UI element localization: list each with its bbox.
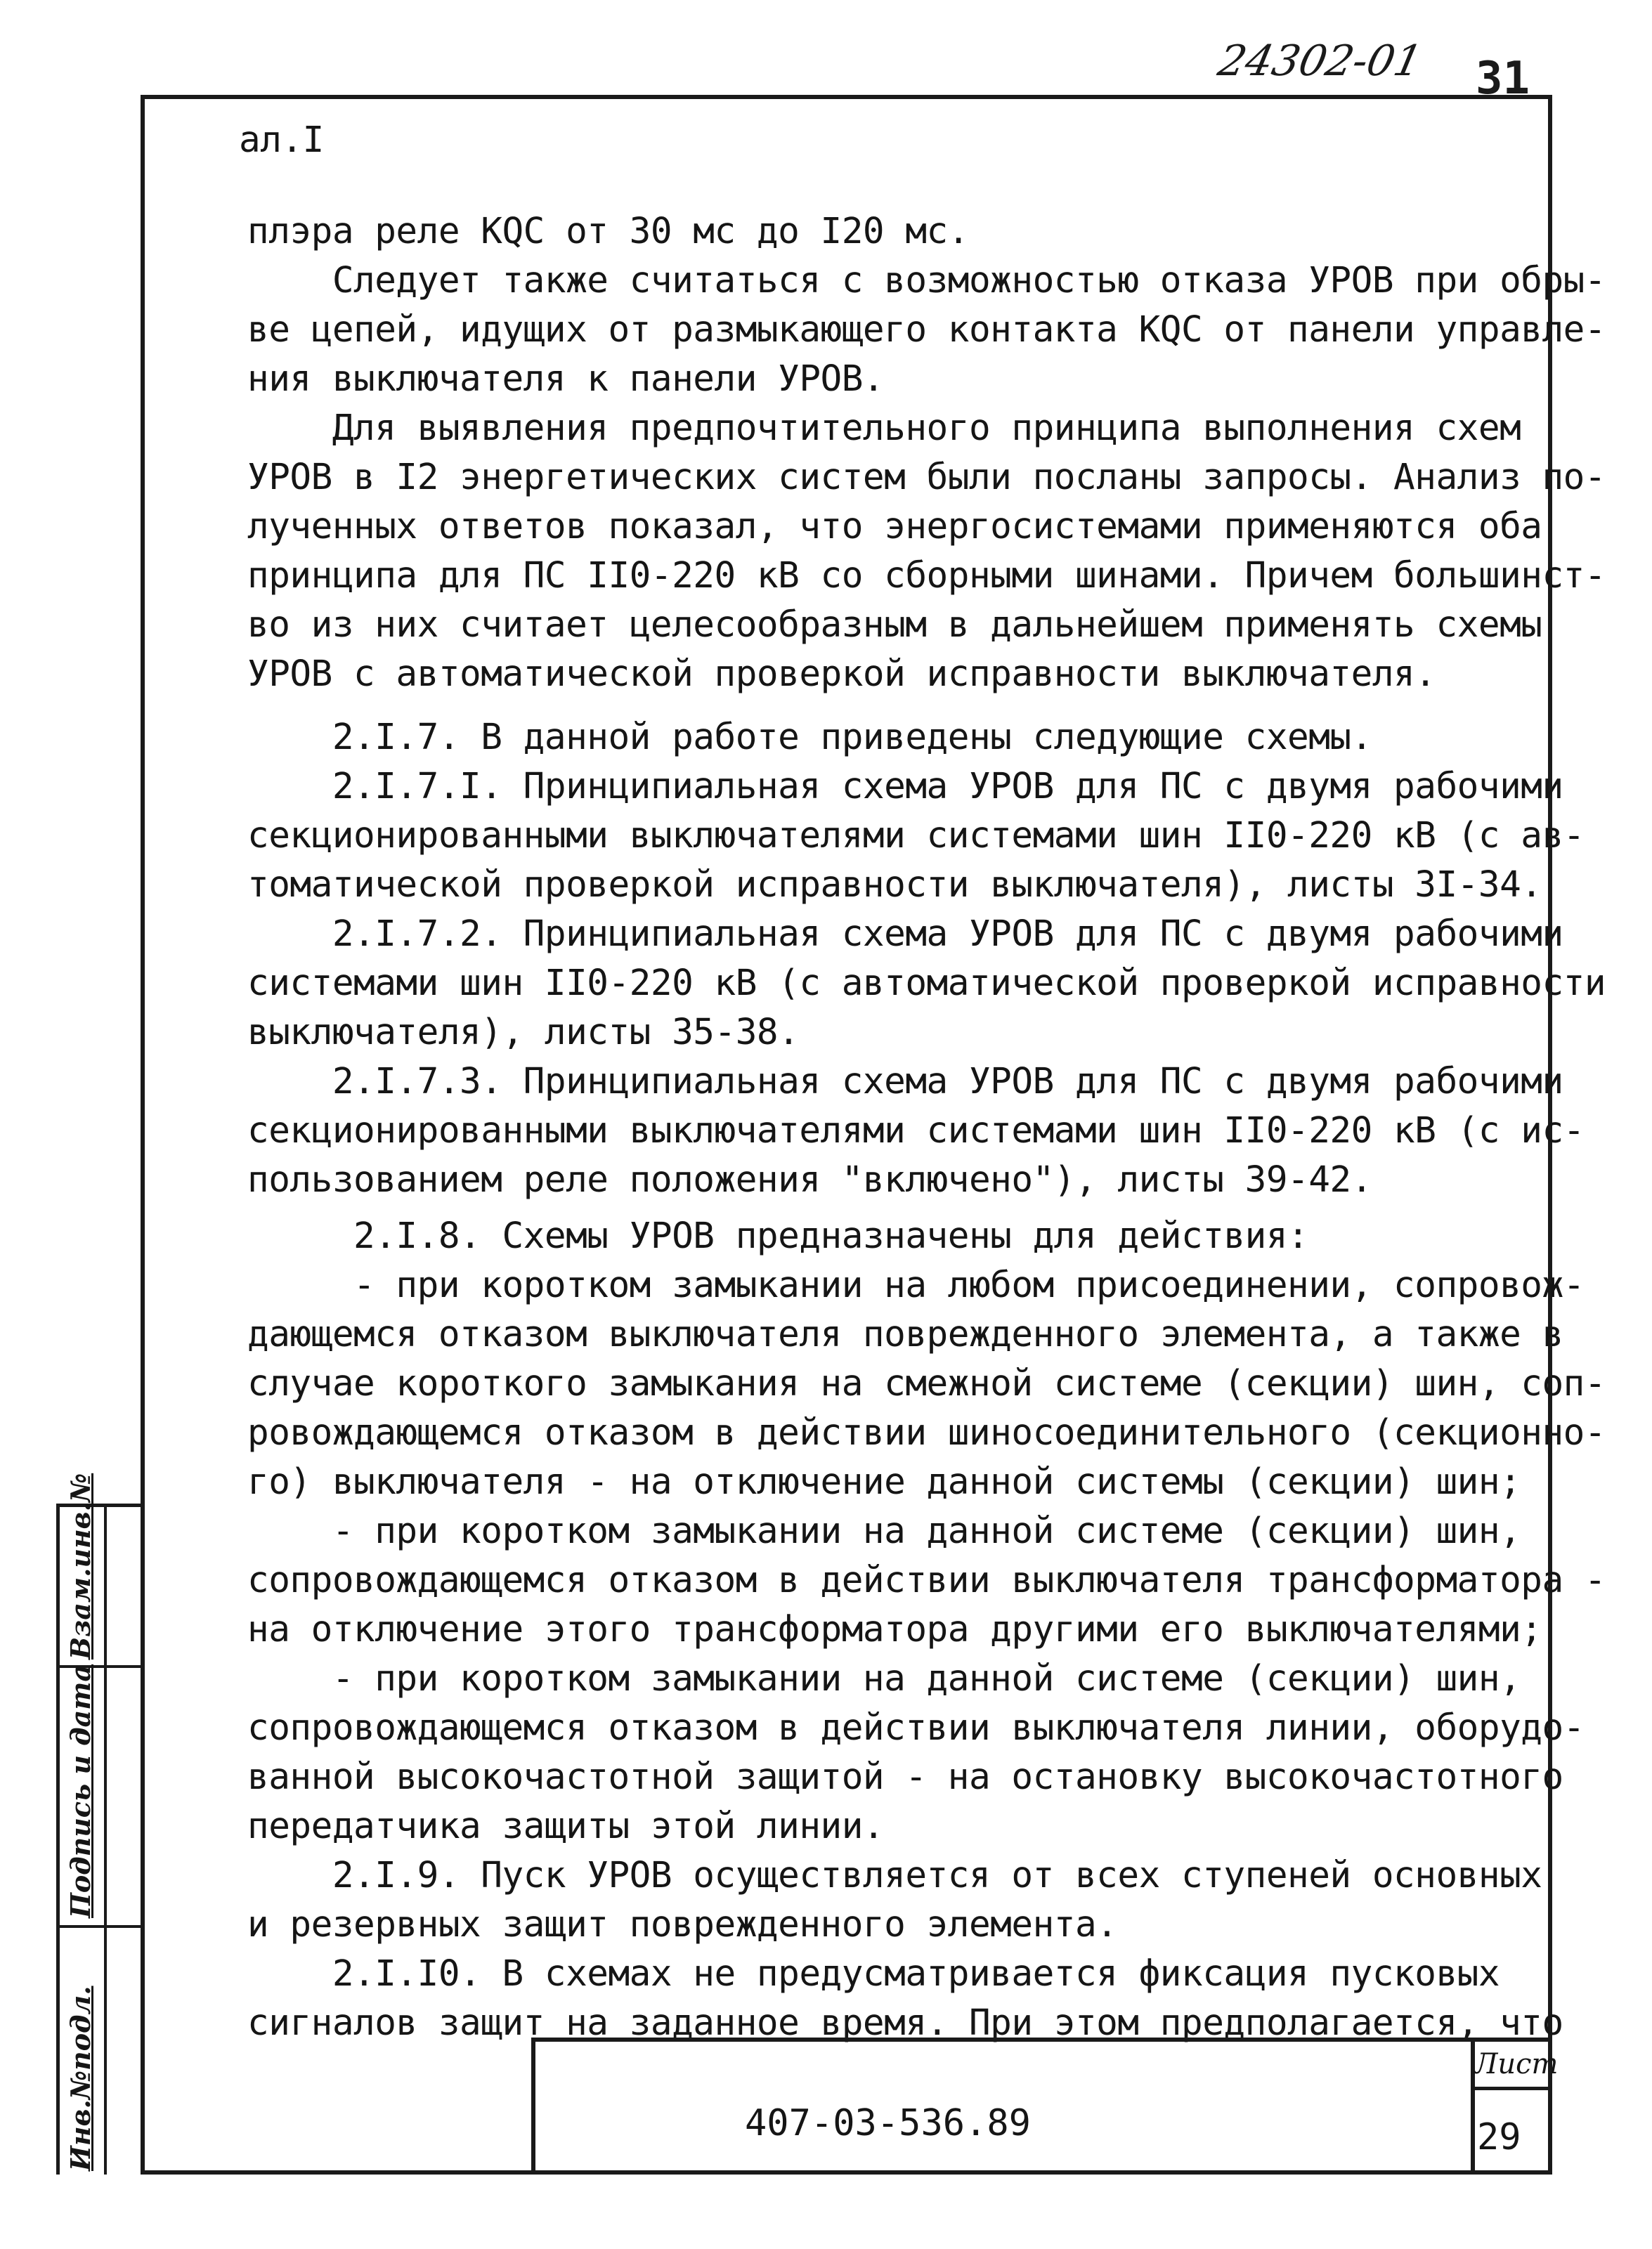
body-line: сопровождающемся отказом в действии выключателя линии, оборудо- <box>247 1707 1585 1749</box>
handwritten-document-code: 24302-01 <box>1214 37 1426 86</box>
body-line: ве цепей, идущих от размыкающего контакта KQC от панели управле- <box>247 309 1606 351</box>
body-line: лученных ответов показал, что энергосистемами применяются оба <box>247 506 1542 547</box>
body-line: во из них считает целесообразным в дальнейшем применять схемы <box>247 604 1542 646</box>
body-line: принципа для ПС II0-220 кВ со сборными шинами. Причем большинст- <box>247 555 1606 597</box>
body-line: 2.I.7.3. Принципиальная схема УРОВ для ПС с двумя рабочими <box>247 1061 1563 1102</box>
body-line: передатчика защиты этой линии. <box>247 1806 885 1847</box>
side-label-replacement-inventory: Взам.инв.№ <box>65 1473 96 1660</box>
body-line: секционированными выключателями системами шин II0-220 кВ (с ав- <box>247 815 1585 856</box>
body-line: - при коротком замыкании на любом присоединении, сопровож- <box>247 1265 1585 1306</box>
body-line: 2.I.7.I. Принципиальная схема УРОВ для ПС с двумя рабочими <box>247 766 1563 807</box>
side-label-inventory-original: Инв.№подл. <box>65 1986 96 2171</box>
body-line: пользованием реле положения "включено"), листы 39-42. <box>247 1159 1372 1201</box>
body-line: томатической проверкой исправности выключателя), листы 3I-34. <box>247 864 1542 906</box>
body-line: случае короткого замыкания на смежной системе (секции) шин, соп- <box>247 1363 1606 1404</box>
body-line: и резервных защит поврежденного элемента. <box>247 1904 1118 1945</box>
body-line: ал.I <box>239 119 324 161</box>
body-line: ровождающемся отказом в действии шиносоединительного (секционно- <box>247 1412 1606 1454</box>
top-sheet-number: 31 <box>1476 53 1530 105</box>
side-label-signature-date: Подпись и дата <box>65 1664 96 1918</box>
body-line: го) выключателя - на отключение данной системы (секции) шин; <box>247 1461 1521 1503</box>
body-line: 2.I.9. Пуск УРОВ осуществляется от всех ступеней основных <box>247 1855 1542 1896</box>
document-code: 407-03-536.89 <box>745 2102 1031 2144</box>
side-stamp-divider <box>56 1925 141 1928</box>
body-line: ванной высокочастотной защитой - на остановку высокочастотного <box>247 1756 1563 1798</box>
title-block <box>531 2038 1552 2175</box>
body-line: - при коротком замыкании на данной системе (секции) шин, <box>247 1658 1521 1700</box>
side-stamp-column-line <box>104 1504 107 2175</box>
body-line: плэра реле KQC от 30 мс до I20 мс. <box>247 211 969 252</box>
body-line: дающемся отказом выключателя поврежденного элемента, а также в <box>247 1314 1563 1355</box>
body-line: - при коротком замыкании на данной системе (секции) шин, <box>247 1511 1521 1552</box>
body-line: Для выявления предпочтительного принципа выполнения схем <box>247 408 1521 449</box>
body-line: УРОВ с автоматической проверкой исправности выключателя. <box>247 653 1436 695</box>
body-line: 2.I.8. Схемы УРОВ предназначены для действия: <box>247 1215 1309 1257</box>
sheet-number: 29 <box>1477 2116 1521 2158</box>
sheet-box-divider <box>1471 2087 1552 2090</box>
body-line: 2.I.I0. В схемах не предусматривается фиксация пусковых <box>247 1953 1500 1995</box>
body-line: 2.I.7. В данной работе приведены следующие схемы. <box>247 717 1372 758</box>
body-line: выключателя), листы 35-38. <box>247 1012 800 1053</box>
sheet-label: Лист <box>1474 2048 1559 2080</box>
body-line: системами шин II0-220 кВ (с автоматической проверкой исправности <box>247 963 1606 1004</box>
body-line: на отключение этого трансформатора другими его выключателями; <box>247 1609 1542 1650</box>
body-line: сопровождающемся отказом в действии выключателя трансформатора - <box>247 1560 1606 1601</box>
body-line: 2.I.7.2. Принципиальная схема УРОВ для ПС с двумя рабочими <box>247 913 1563 955</box>
body-line: ния выключателя к панели УРОВ. <box>247 358 885 400</box>
body-line: секционированными выключателями системами шин II0-220 кВ (с ис- <box>247 1110 1585 1152</box>
body-line: Следует также считаться с возможностью отказа УРОВ при обры- <box>247 260 1606 301</box>
body-line: сигналов защит на заданное время. При этом предполагается, что <box>247 2002 1563 2044</box>
body-line: УРОВ в I2 энергетических систем были посланы запросы. Анализ по- <box>247 457 1606 498</box>
